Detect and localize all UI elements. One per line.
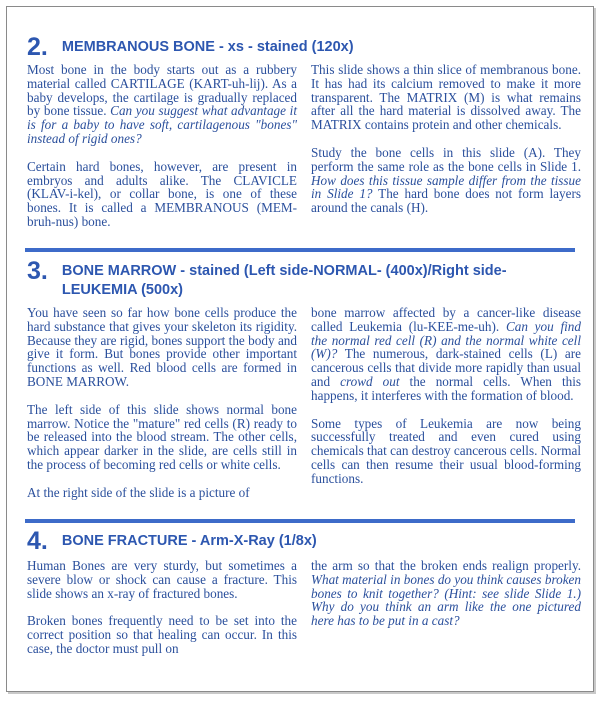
right-column <box>311 559 581 670</box>
left-column <box>27 559 297 670</box>
section-divider <box>25 248 575 252</box>
section-title: BONE MARROW - stained (Left side-NORMAL- (400x)/Right side- LEUKEMIA (500x) <box>61 263 507 298</box>
document-page <box>6 6 594 692</box>
paragraph: At the right side of the slide is a picture of <box>27 484 250 500</box>
paragraph: bone marrow affected by a cancer-like disease called Leukemia (lu-KEE-me-uh). Can you find the normal red cell (R) and the normal white cell (W)? The numerous, dark-stained cells (L) are cancerous cells that divide more rapidly than usual and crowd out the normal cells. When this happens, it interferes with the formation of blood. <box>311 305 581 403</box>
paragraph: Certain hard bones, however, are present in embryos and adults alike. The CLAVICLE (KLAV-i-kel), or collar bone, is one of these bones. It is called a MEMBRANOUS (MEM-bruh-nus) bone. <box>27 158 297 229</box>
section-title: MEMBRANOUS BONE - xs - stained (120x) <box>61 39 354 55</box>
paragraph: Most bone in the body starts out as a rubbery material called CARTILAGE (KART-uh-lij). As a baby develops, the cartilage is gradually replaced by bone tissue. Can you suggest what advantage it is for a baby to have soft, cartilagenous "bones" instead of rigid ones? <box>27 62 297 146</box>
paragraph: You have seen so far how bone cells produce the hard substance that gives your skeleton its rigidity. Because they are rigid, bones support the body and give it form. But bones provide other important functions as well. Red blood cells are formed in BONE MARROW. <box>27 305 297 389</box>
paragraph: the arm so that the broken ends realign properly. What material in bones do you think causes broken bones to knit together? (Hint: see slide Slide 1.) Why do you think an arm like the one pictured here has to be put in a cast? <box>311 558 581 629</box>
paragraph: Some types of Leukemia are now being successfully treated and even cured using chemicals that can destroy cancerous cells. Normal cells can then resume their usual blood-forming functions. <box>311 415 581 486</box>
paragraph: Broken bones frequently need to be set into the correct position so that healing can occur. In this case, the doctor must pull on <box>27 613 297 656</box>
section-heading <box>27 33 581 61</box>
paragraph: Study the bone cells in this slide (A). They perform the same role as the bone cells in Slide 1. How does this tissue sample differ from the tissue in Slide 1? The hard bone does not form layers around the canals (H). <box>311 144 581 216</box>
section-bone-marrow <box>27 257 581 514</box>
section-bone-fracture <box>27 527 581 670</box>
section-number: 2. <box>27 33 48 61</box>
left-column <box>27 63 297 243</box>
left-column <box>27 306 297 514</box>
section-number: 4. <box>27 527 48 555</box>
section-columns <box>27 559 581 670</box>
emphasis-text: crowd out <box>340 373 400 389</box>
question-text: Can you suggest what advantage it is for a baby to have soft, cartilagenous "bones" instead of rigid ones? <box>27 103 297 146</box>
question-text: How does this tissue sample differ from the tissue in Slide 1? <box>311 172 581 202</box>
right-column <box>311 63 581 243</box>
paragraph: The left side of this slide shows normal bone marrow. Notice the "mature" red cells (R) ready to be released into the blood stream. The other cells, which appear darker in the slide, are cells still in the process of becoming red cells or white cells. <box>27 401 297 472</box>
section-number: 3. <box>27 257 48 285</box>
section-heading <box>27 257 581 300</box>
question-text: What material in bones do you think causes broken bones to knit together? (Hint: see slide Slide 1.) Why do you think an arm like the one pictured here has to be put in a cast? <box>311 571 581 629</box>
question-text: Can you find the normal red cell (R) and the normal white cell (W)? <box>311 318 581 362</box>
section-title: BONE FRACTURE - Arm-X-Ray (1/8x) <box>61 533 317 549</box>
paragraph: Human Bones are very sturdy, but sometimes a severe blow or shock can cause a fracture. This slide shows an x-ray of fractured bones. <box>27 558 297 601</box>
section-divider <box>25 519 575 523</box>
section-columns <box>27 306 581 514</box>
section-membranous-bone <box>27 33 581 243</box>
paragraph: This slide shows a thin slice of membranous bone. It has had its calcium removed to make it more transparent. The MATRIX (M) is what remains after all the hard material is dissolved away. The MATRIX contains protein and other chemicals. <box>311 62 581 133</box>
section-heading <box>27 527 581 555</box>
section-columns <box>27 63 581 243</box>
right-column <box>311 306 581 514</box>
